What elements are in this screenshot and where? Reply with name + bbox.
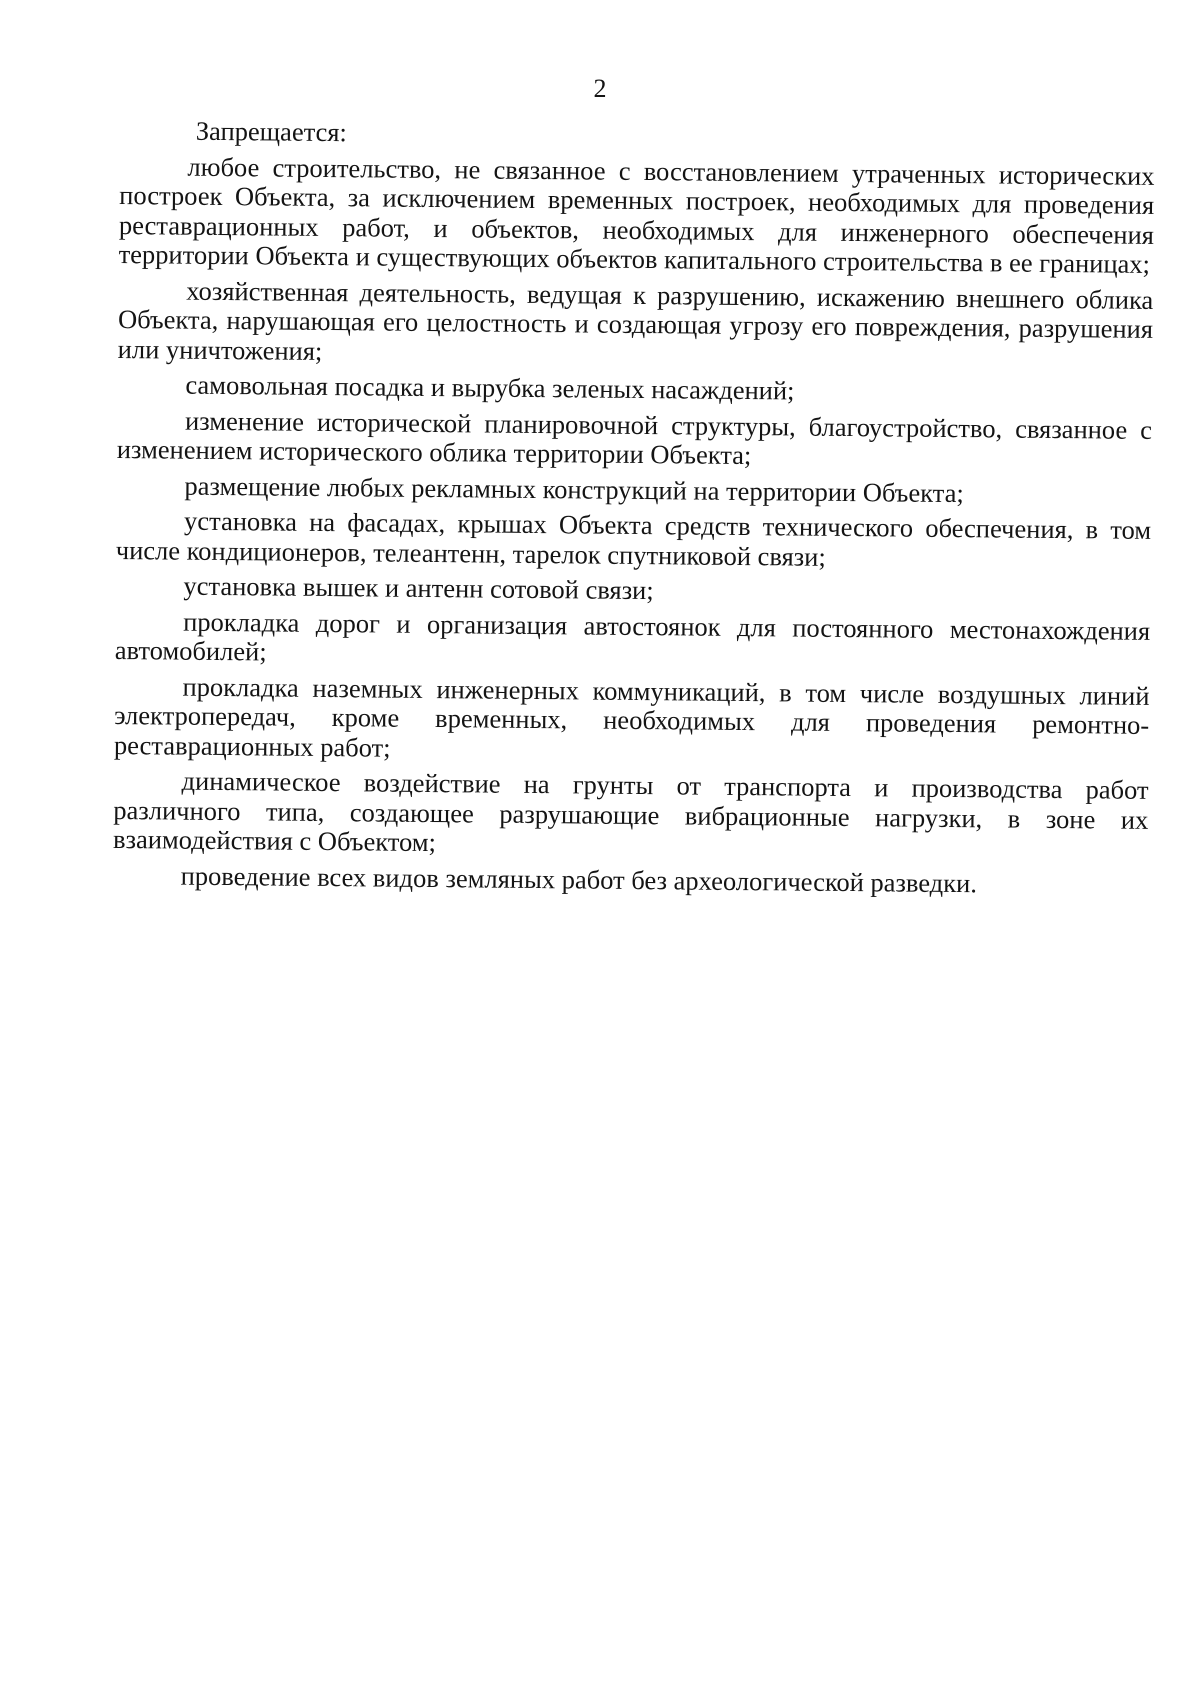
page-number: 2	[593, 74, 607, 103]
paragraph-planning-structure: изменение исторической планировочной структуры, благоустройство, связанное с изменением исторического облика территории Объекта;	[116, 405, 1153, 471]
paragraph-facade-equipment: установка на фасадах, крышах Объекта средств технического обеспечения, в том числе кондиционеров, телеантенн, тарелок спутниковой связи;	[115, 505, 1152, 572]
paragraph-advertising: размещение любых рекламных конструкций на территории Объекта;	[184, 470, 964, 508]
paragraph-construction: любое строительство, не связанное с восстановлением утраченных исторических построек Объекта, за исключением временных построек, необходимых для проведения реставрационных работ, и объектов, необходимых для инженерного обеспечения территории Объекта и существующих объектов капитального строительства в ее границах;	[118, 151, 1155, 279]
paragraph-earthworks: проведение всех видов земляных работ без археологической разведки.	[180, 860, 978, 898]
paragraph-utilities: прокладка наземных инженерных коммуникаций, в том числе воздушных линий электропередач, кроме временных, необходимых для проведения ремонтно-реставрационных работ;	[113, 671, 1150, 763]
paragraph-planting: самовольная посадка и вырубка зеленых насаждений;	[185, 369, 795, 406]
section-heading: Запрещается:	[195, 115, 348, 148]
paragraph-economic-activity: хозяйственная деятельность, ведущая к разрушению, искажению внешнего облика Объекта, нарушающая его целостность и создающая угрозу его повреждения, разрушения или уничтожения;	[117, 275, 1154, 366]
paragraph-cell-towers: установка вышек и антенн сотовой связи;	[183, 570, 654, 606]
document-body	[113, 116, 1155, 906]
paragraph-dynamic-impact: динамическое воздействие на грунты от транспорта и производства работ различного типа, создающее разрушающие вибрационные нагрузки, в зоне их взаимодействия с Объектом;	[112, 765, 1149, 858]
paragraph-roads-parking: прокладка дорог и организация автостоянок для постоянного местонахождения автомобилей;	[114, 606, 1151, 667]
